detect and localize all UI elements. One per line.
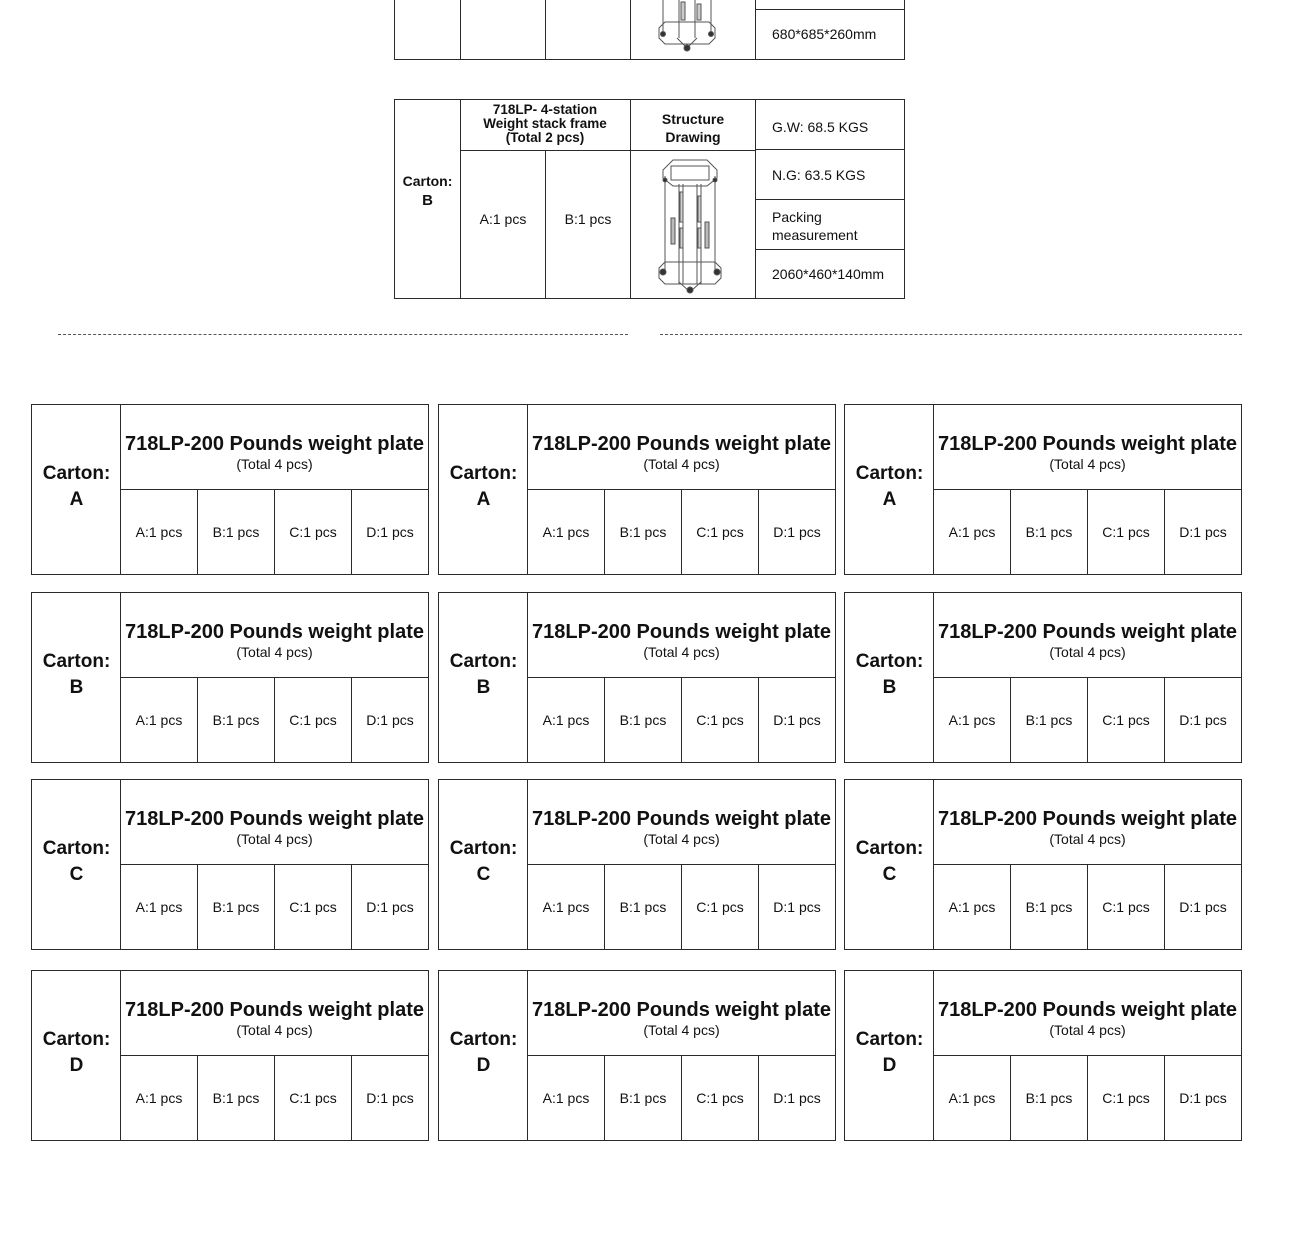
carton-letter: D [476,1055,491,1076]
piece-count: D:1 pcs [1179,1090,1227,1106]
plate-title: 718LP-200 Pounds weight plate [125,808,424,830]
carton-label [845,649,934,701]
carton-text: Carton: [42,838,111,859]
carton-column [845,780,934,949]
piece-count: A:1 pcs [528,1056,605,1140]
piece-count: D:1 pcs [773,1090,821,1106]
piece-count: A:1 pcs [934,490,1011,574]
carton-column [845,971,934,1140]
carton-column [32,971,121,1140]
plate-title-row [121,405,428,490]
product-line-1: 718LP- 4-station [492,102,598,117]
piece-count: D:1 pcs [1179,524,1227,540]
plate-title: 718LP-200 Pounds weight plate [938,621,1237,643]
piece-count: C:1 pcs [275,1056,352,1140]
carton-text: Carton: [449,838,518,859]
carton-letter: B [422,192,433,209]
carton-letter: C [69,864,84,885]
carton-letter: C [476,864,491,885]
plate-title-row [121,593,428,678]
piece-count: D:1 pcs [773,524,821,540]
packing-line-2: measurement [772,227,858,243]
piece-count: B:1 pcs [198,678,275,762]
packing-line-1: Packing [772,209,822,225]
carton-label [32,836,121,888]
product-line-2: Weight stack frame [483,116,607,131]
carton-letter: A [882,489,897,510]
carton-label: Carton: [402,173,453,189]
plate-title-row [121,780,428,865]
plate-card [438,404,836,575]
carton-label [32,461,121,513]
piece-count: B:1 pcs [1011,490,1088,574]
piece-count: B:1 pcs [605,865,682,949]
plate-subtitle: (Total 4 pcs) [1049,1022,1126,1038]
structure-drawing [657,156,723,296]
piece-count: C:1 pcs [1088,865,1165,949]
product-line-3: (Total 2 pcs) [505,130,585,145]
carton-text: Carton: [855,651,924,672]
plate-title: 718LP-200 Pounds weight plate [938,433,1237,455]
carton-column [845,593,934,762]
plate-subtitle: (Total 4 pcs) [643,456,720,472]
carton-label [32,649,121,701]
carton-label [439,1027,528,1079]
drawing-header [631,110,755,146]
plate-title: 718LP-200 Pounds weight plate [125,999,424,1021]
plate-card [31,970,429,1141]
piece-count: C:1 pcs [275,678,352,762]
plate-title-row [121,971,428,1056]
carton-text: Carton: [855,1029,924,1050]
part-a: A:1 pcs [479,211,527,227]
top-measurement: 680*685*260mm [772,26,877,42]
piece-count: B:1 pcs [605,490,682,574]
carton-text: Carton: [42,463,111,484]
piece-count: C:1 pcs [1088,1056,1165,1140]
plate-title-row [934,405,1241,490]
carton-column [439,780,528,949]
piece-count: A:1 pcs [528,678,605,762]
piece-count: A:1 pcs [121,490,198,574]
piece-count: A:1 pcs [121,865,198,949]
separator-left [58,334,628,335]
carton-letter: B [882,677,897,698]
carton-letter: D [882,1055,897,1076]
piece-count: A:1 pcs [934,865,1011,949]
plate-title: 718LP-200 Pounds weight plate [938,808,1237,830]
plate-title-row [528,593,835,678]
piece-count: D:1 pcs [773,899,821,915]
piece-count: A:1 pcs [121,678,198,762]
piece-count: D:1 pcs [366,899,414,915]
carton-text: Carton: [855,463,924,484]
carton-column [32,405,121,574]
carton-text: Carton: [449,463,518,484]
carton-letter: B [69,677,84,698]
carton-letter: C [882,864,897,885]
plate-card [844,970,1242,1141]
piece-count: C:1 pcs [1088,490,1165,574]
product-name [461,103,629,145]
plate-title: 718LP-200 Pounds weight plate [938,999,1237,1021]
carton-text: Carton: [42,1029,111,1050]
plate-title-row [934,971,1241,1056]
packing-measurement-value: 2060*460*140mm [772,266,885,282]
plate-title-row [528,405,835,490]
plate-title-row [934,780,1241,865]
carton-text: Carton: [42,651,111,672]
plate-card [438,779,836,950]
plate-subtitle: (Total 4 pcs) [643,831,720,847]
plate-card [438,970,836,1141]
plate-card [844,592,1242,763]
carton-letter: B [476,677,491,698]
piece-count: D:1 pcs [1179,899,1227,915]
piece-count: A:1 pcs [121,1056,198,1140]
plate-title: 718LP-200 Pounds weight plate [532,999,831,1021]
carton-column [439,971,528,1140]
plate-title-row [934,593,1241,678]
drawing-header-line-1: Structure [661,111,725,127]
piece-count: B:1 pcs [1011,1056,1088,1140]
plate-title-row [528,971,835,1056]
piece-count: C:1 pcs [1088,678,1165,762]
plate-subtitle: (Total 4 pcs) [236,456,313,472]
plate-subtitle: (Total 4 pcs) [643,1022,720,1038]
carton-column [845,405,934,574]
carton-label [439,649,528,701]
carton-label [845,1027,934,1079]
piece-count: D:1 pcs [366,1090,414,1106]
piece-count: B:1 pcs [1011,678,1088,762]
plate-subtitle: (Total 4 pcs) [1049,831,1126,847]
plate-subtitle: (Total 4 pcs) [1049,644,1126,660]
piece-count: B:1 pcs [605,678,682,762]
carton-letter: A [69,489,84,510]
piece-count: C:1 pcs [682,1056,759,1140]
plate-subtitle: (Total 4 pcs) [1049,456,1126,472]
plate-card [31,592,429,763]
piece-count: D:1 pcs [773,712,821,728]
piece-count: C:1 pcs [275,490,352,574]
carton-label [845,461,934,513]
plate-title-row [528,780,835,865]
plate-card [31,779,429,950]
piece-count: A:1 pcs [528,490,605,574]
carton-column [32,780,121,949]
piece-count: B:1 pcs [198,490,275,574]
plate-subtitle: (Total 4 pcs) [643,644,720,660]
packing-measurement-label [772,208,858,244]
carton-text: Carton: [449,1029,518,1050]
carton-column [32,593,121,762]
piece-count: B:1 pcs [1011,865,1088,949]
plate-title: 718LP-200 Pounds weight plate [532,433,831,455]
net-weight: N.G: 63.5 KGS [772,167,866,183]
piece-count: B:1 pcs [605,1056,682,1140]
carton-column [439,593,528,762]
piece-count: B:1 pcs [198,865,275,949]
piece-count: B:1 pcs [198,1056,275,1140]
carton-label [439,461,528,513]
plate-title: 718LP-200 Pounds weight plate [125,433,424,455]
carton-label [32,1027,121,1079]
carton-letter: A [476,489,491,510]
drawing-header-line-2: Drawing [665,129,721,145]
plate-subtitle: (Total 4 pcs) [236,831,313,847]
carton-letter: D [69,1055,84,1076]
piece-count: A:1 pcs [934,678,1011,762]
carton-text: Carton: [449,651,518,672]
carton-label [845,836,934,888]
piece-count: A:1 pcs [934,1056,1011,1140]
carton-b-spec-table [394,99,905,299]
gross-weight: G.W: 68.5 KGS [772,119,869,135]
plate-card [844,404,1242,575]
plate-title: 718LP-200 Pounds weight plate [532,621,831,643]
piece-count: D:1 pcs [366,712,414,728]
plate-title: 718LP-200 Pounds weight plate [125,621,424,643]
piece-count: C:1 pcs [682,678,759,762]
piece-count: C:1 pcs [682,865,759,949]
plate-card [844,779,1242,950]
plate-title: 718LP-200 Pounds weight plate [532,808,831,830]
carton-column [439,405,528,574]
plate-card [438,592,836,763]
piece-count: D:1 pcs [1179,712,1227,728]
carton-label [439,836,528,888]
plate-subtitle: (Total 4 pcs) [236,1022,313,1038]
plate-subtitle: (Total 4 pcs) [236,644,313,660]
piece-count: D:1 pcs [366,524,414,540]
carton-text: Carton: [855,838,924,859]
previous-carton-table [394,0,905,60]
part-b: B:1 pcs [564,211,612,227]
separator-right [660,334,1242,335]
piece-count: A:1 pcs [528,865,605,949]
structure-drawing-partial [657,0,717,54]
piece-count: C:1 pcs [275,865,352,949]
plate-card [31,404,429,575]
piece-count: C:1 pcs [682,490,759,574]
